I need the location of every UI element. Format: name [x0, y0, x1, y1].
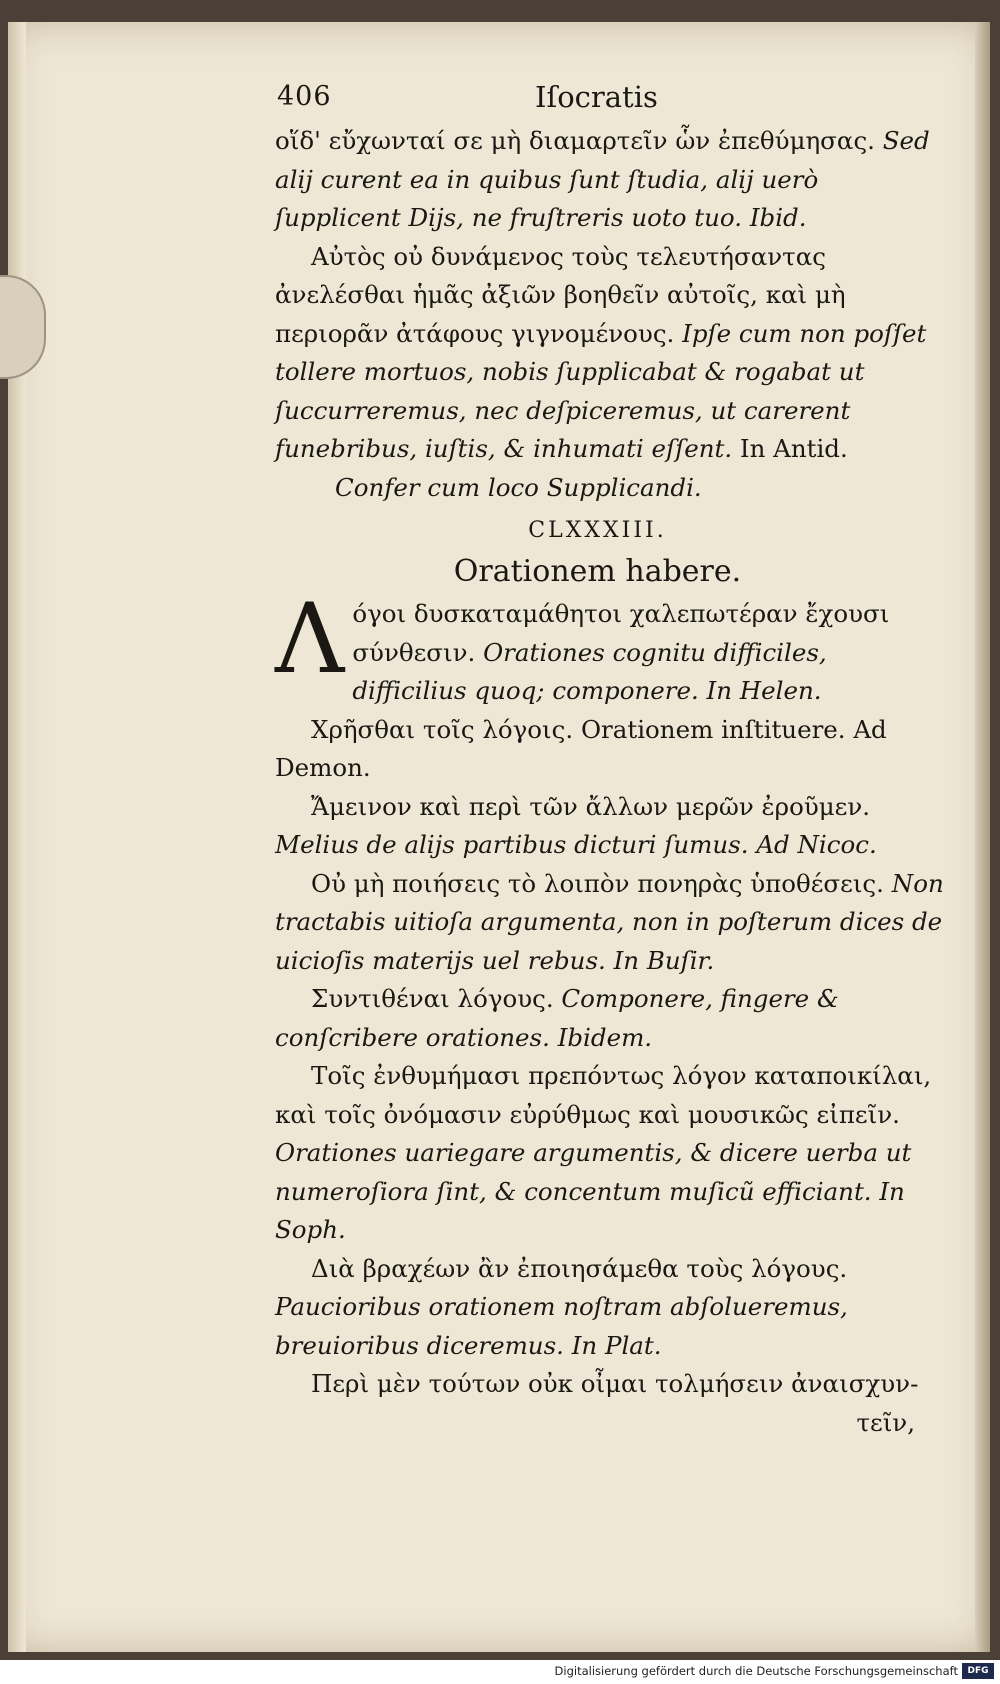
reference: In Antid. — [739, 434, 848, 463]
running-head: Iſocratis — [535, 80, 658, 114]
catchword: τεῖν, — [856, 1407, 915, 1437]
paragraph-with-dropcap — [275, 583, 945, 711]
latin-text: Paucioribus orationem noſtram abſolueremus, breuioribus diceremus. In Plat. — [275, 1292, 848, 1360]
footer-bar — [0, 1660, 1000, 1684]
paragraph — [275, 1250, 945, 1366]
greek-text: Διὰ βραχέων ἂν ἐποιησάμεθα τοὺς λόγους. — [311, 1253, 848, 1283]
section-title: Orationem habere. — [453, 554, 742, 589]
page-gutter-shadow — [8, 22, 26, 1652]
greek-text: Χρῆσθαι τοῖς λόγοις. — [311, 714, 574, 744]
cross-reference-note: Confer cum loco Supplicandi. — [335, 472, 702, 502]
latin-text: Melius de alijs partibus dicturi ſumus. Ad Nicoc. — [275, 830, 877, 859]
latin-text: Orationes cognitu difficiles, difficilius quoq; componere. In Helen. — [352, 637, 827, 705]
dfg-logo: DFG — [962, 1663, 994, 1679]
paragraph — [275, 865, 945, 981]
section-number: CLXXXIII. — [528, 518, 667, 543]
paragraph — [275, 711, 945, 788]
greek-text: Συντιθέναι λόγους. — [311, 984, 554, 1013]
paragraph — [275, 1057, 945, 1250]
paragraph — [275, 788, 945, 865]
greek-text: όγοι δυσκαταμάθητοι χαλεπωτέραν ἔχουσι σύνθεσιν. — [352, 599, 890, 667]
latin-text: Componere, fingere & conſcribere orationes. Ibidem. — [275, 984, 839, 1052]
page-fore-edge — [975, 22, 990, 1652]
latin-text: Orationes uariegare argumentis, & dicere uerba ut numeroſiora ſint, & concentum muſicũ efficiant. In Soph. — [275, 1138, 912, 1244]
page-number: 406 — [277, 81, 332, 112]
greek-text: Οὐ μὴ ποιήσεις τὸ λοιπὸν πονηρὰς ὑποθέσεις. — [311, 868, 884, 898]
latin-text: Orationem inſtituere. Ad Demon. — [275, 714, 887, 782]
paragraph-continuation — [275, 122, 945, 238]
page-header — [275, 78, 945, 122]
dropcap-initial: Λ — [275, 583, 345, 695]
latin-text: Sed alij curent ea in quibus ſunt ſtudia, alij uerò ſupplicent Dijs, ne fruſtreris uoto tuo. Ibid. — [275, 126, 930, 232]
greek-text: Ἄμεινον καὶ περὶ τῶν ἄλλων μερῶν ἐροῦμεν. — [311, 791, 871, 821]
paragraph — [275, 238, 945, 508]
latin-text: Ipſe cum non poſſet tollere mortuos, nobis ſupplicabat & rogabat ut ſuccurreremus, nec deſpiceremus, ut carerent funebribus, iuſtis, & inhumati eſſent. — [275, 318, 927, 463]
greek-text: Περὶ μὲν τούτων οὐκ οἶμαι τολμήσειν ἀναισχυν- — [311, 1369, 919, 1398]
funding-credit: Digitalisierung gefördert durch die Deutsche Forschungsgemeinschaft — [554, 1664, 958, 1678]
paragraph — [275, 980, 945, 1057]
greek-text: Τοῖς ἐνθυμήμασι πρεπόντως λόγον καταποικίλαι, καὶ τοῖς ὀνόμασιν εὐρύθμως καὶ μουσικῶς εἰπεῖν. — [275, 1061, 932, 1129]
greek-text: οἵδ' εὔχωνταί σε μὴ διαμαρτεῖν ὧν ἐπεθύμησας. — [275, 126, 875, 155]
page-text — [275, 78, 945, 1442]
paragraph — [275, 1365, 945, 1404]
latin-text: Non tractabis uitioſa argumenta, non in poſterum dices de uicioſis materijs uel rebus. In Buſir. — [275, 868, 944, 975]
greek-text: Αὐτὸς οὐ δυνάμενος τοὺς τελευτήσαντας ἀνελέσθαι ἡμᾶς ἀξιῶν βοηθεῖν αὐτοῖς, καὶ μὴ περιορᾶν ἀτάφους γιγνομένους. — [275, 241, 846, 348]
